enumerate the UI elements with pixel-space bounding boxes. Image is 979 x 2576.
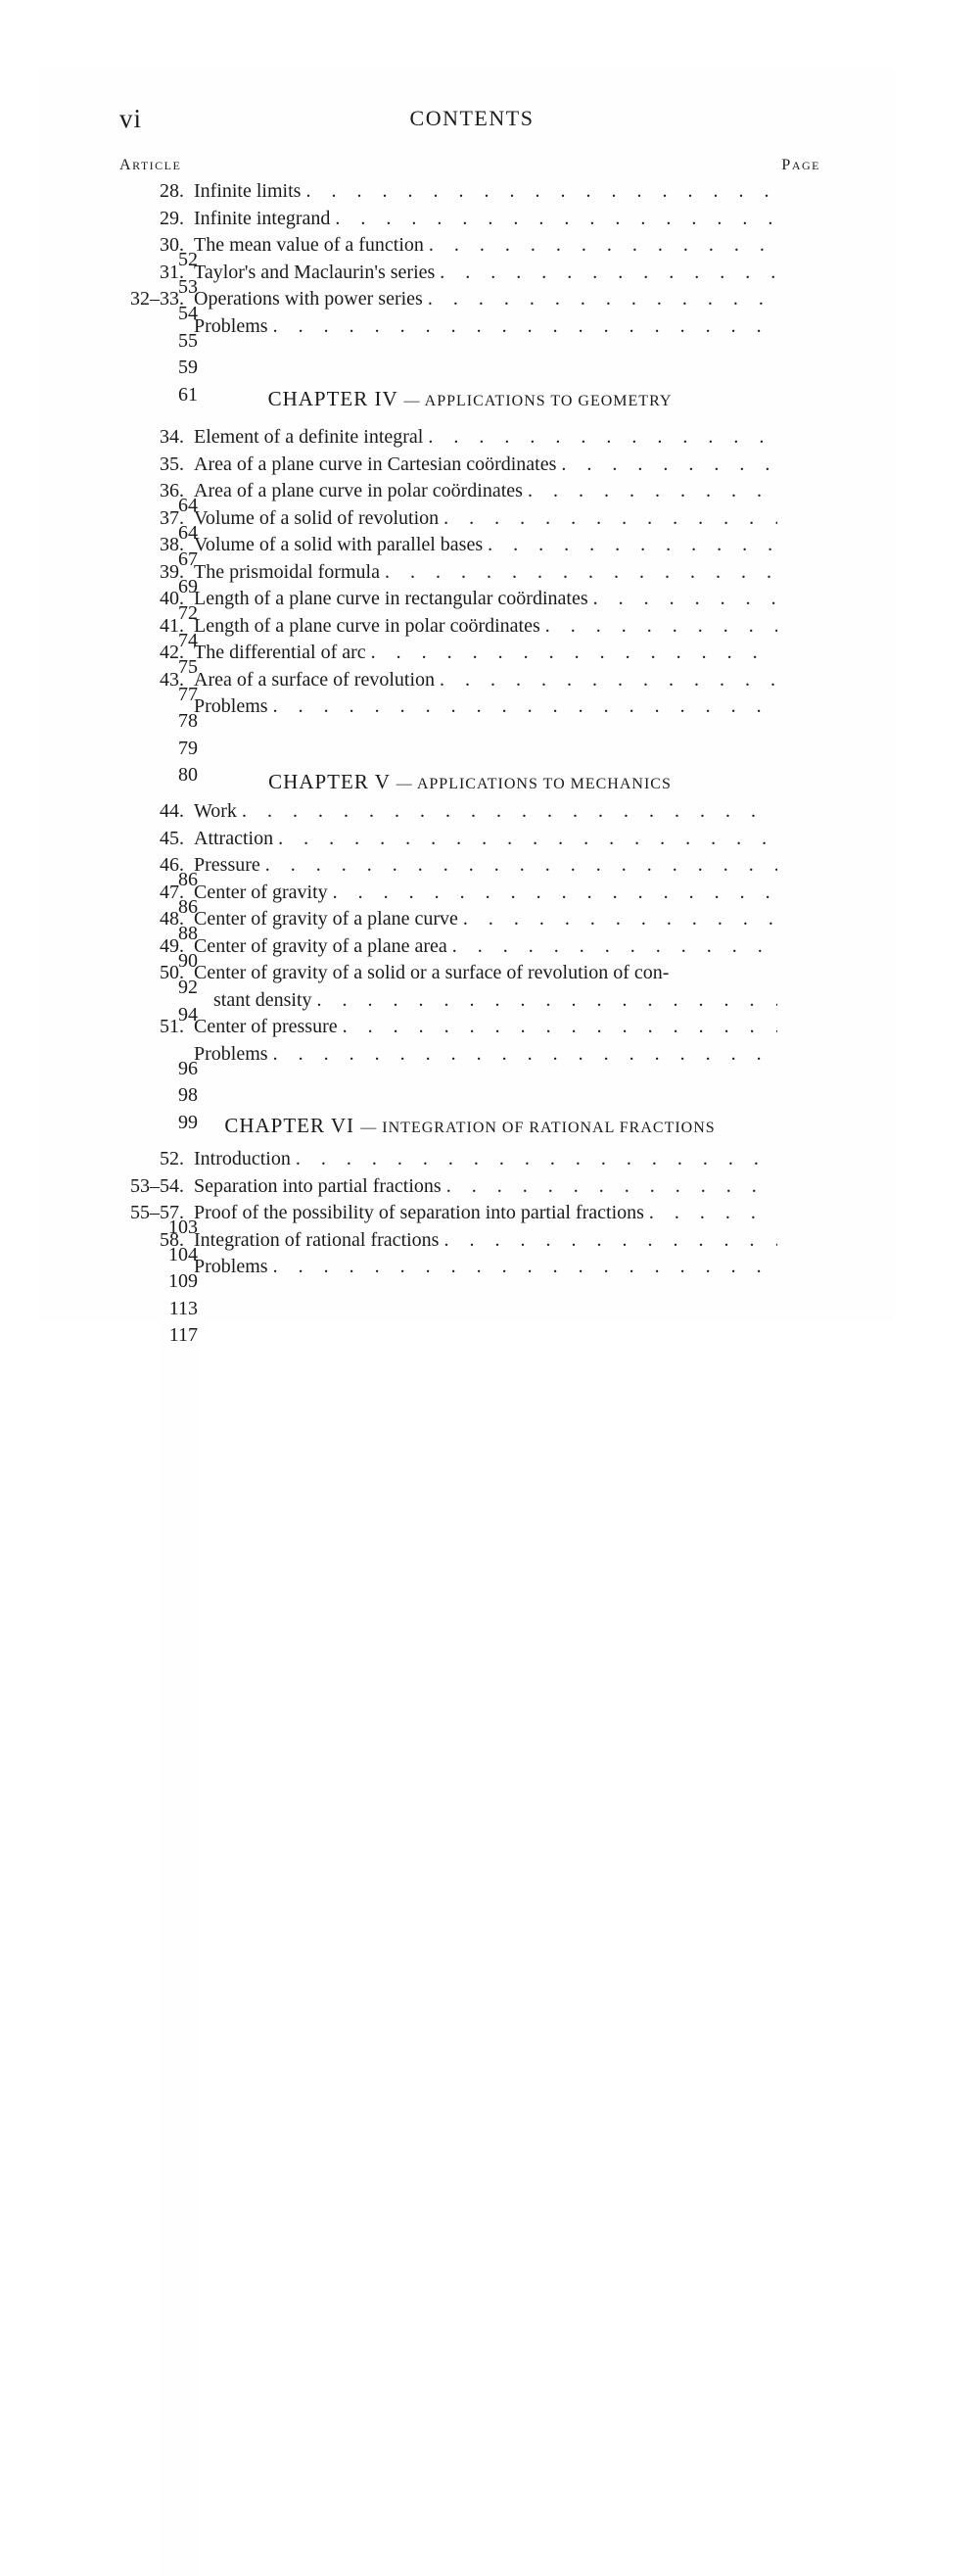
chapter-heading: [119, 387, 820, 411]
entry-title: Operations with power series . . .: [194, 286, 777, 313]
chapter-subtitle: — APPLICATIONS TO GEOMETRY: [403, 393, 673, 409]
page-reference: 69: [159, 574, 198, 1828]
page-reference: 77: [159, 682, 198, 1935]
page-reference: 109: [159, 1268, 198, 2522]
entry-title: Problems . . .: [194, 1041, 777, 1069]
entry-title: Element of a definite integral . . .: [194, 424, 777, 452]
entry-title: Infinite integrand . . .: [194, 206, 777, 233]
page-reference: 72: [159, 600, 198, 1854]
page-reference: 94: [159, 1002, 198, 2256]
entry-title: Problems . . .: [194, 1254, 777, 1281]
toc-section: [119, 1146, 820, 1346]
page-reference: 86: [159, 867, 198, 2121]
entry-title: Volume of a solid of revolution . . .: [194, 505, 777, 533]
entry-title: Problems . . .: [194, 693, 777, 721]
entry-title: stant density . . .: [213, 987, 777, 1015]
page-reference: 113: [159, 1296, 198, 2550]
page-reference: 64: [159, 493, 198, 1746]
entry-title: Length of a plane curve in rectangular coördinates . . .: [194, 586, 777, 613]
entry-title: Problems . . .: [194, 313, 777, 341]
article-number: 39.: [160, 560, 184, 583]
page-reference: 92: [159, 975, 198, 2228]
entry-title: Pressure . . .: [194, 852, 777, 880]
page-header: [119, 104, 824, 137]
article-number: 49.: [160, 934, 184, 957]
running-title: CONTENTS: [409, 106, 535, 130]
page-reference: 52: [159, 247, 198, 1501]
page-reference: 67: [159, 547, 198, 1800]
page-reference: 61: [159, 382, 198, 1636]
page-reference: 98: [159, 1082, 198, 2336]
entry-title: Center of gravity of a solid or a surface of revolution of con-: [194, 962, 670, 983]
entry-title: Volume of a solid with parallel bases . . .: [194, 532, 777, 559]
entry-title: Integration of rational fractions . . .: [194, 1227, 777, 1255]
article-number: 47.: [160, 881, 184, 903]
article-number: 45.: [160, 827, 184, 849]
article-number: 32–33.: [130, 288, 184, 310]
entry-title: Introduction . . .: [194, 1146, 777, 1173]
entry-title: Area of a plane curve in polar coördinates . . .: [194, 478, 777, 505]
toc-entry: [119, 960, 820, 987]
article-number: 31.: [160, 261, 184, 283]
chapter-heading: [119, 770, 820, 794]
article-number: 50.: [160, 962, 184, 983]
page-reference: 117: [159, 1322, 198, 2576]
chapter-label: CHAPTER V: [268, 770, 396, 793]
page-reference: 86: [159, 894, 198, 2148]
page-reference: 96: [159, 1056, 198, 2310]
article-number: 46.: [160, 854, 184, 876]
entry-title: Area of a plane curve in Cartesian coördinates . . .: [194, 452, 777, 479]
page-reference: 75: [159, 654, 198, 1908]
article-number: 38.: [160, 534, 184, 555]
page-reference: 55: [159, 328, 198, 1582]
page-reference: 64: [159, 520, 198, 1774]
entry-title: Separation into partial fractions . . .: [194, 1173, 777, 1201]
entry-title: Attraction . . .: [194, 826, 777, 853]
page-reference: 79: [159, 736, 198, 1989]
entry-title: Length of a plane curve in polar coördinates . . .: [194, 613, 777, 641]
entry-title: Area of a surface of revolution . . .: [194, 667, 777, 694]
page-reference: 80: [159, 762, 198, 2016]
entry-title: The mean value of a function . . .: [194, 232, 777, 260]
entry-title: The prismoidal formula . . .: [194, 559, 777, 587]
entry-title: Center of pressure . . .: [194, 1014, 777, 1041]
entry-title: Taylor's and Maclaurin's series . . .: [194, 260, 777, 287]
article-number: 28.: [160, 180, 184, 202]
article-number: 40.: [160, 588, 184, 609]
page-reference: 53: [159, 274, 198, 1528]
article-number: 48.: [160, 908, 184, 930]
page-reference: 54: [159, 301, 198, 1554]
article-number: 36.: [160, 480, 184, 501]
article-column-heading: ARTICLE: [119, 157, 182, 173]
page-column-heading: PAGE: [781, 157, 820, 173]
chapter-label: CHAPTER IV: [267, 387, 404, 410]
chapter-subtitle: — INTEGRATION OF RATIONAL FRACTIONS: [360, 1120, 716, 1136]
article-number: 41.: [160, 614, 184, 637]
page-reference: 88: [159, 921, 198, 2174]
entry-title: Center of gravity of a plane area . . .: [194, 933, 777, 961]
entry-title: Infinite limits . . .: [194, 178, 777, 206]
page-reference: 104: [159, 1242, 198, 2496]
entry-title: Work . . .: [194, 798, 777, 826]
chapter-subtitle: — APPLICATIONS TO MECHANICS: [396, 776, 672, 792]
page-number: vi: [119, 104, 143, 133]
article-number: 53–54.: [130, 1174, 184, 1197]
page-reference: 90: [159, 948, 198, 2202]
chapter-label: CHAPTER VI: [224, 1114, 361, 1137]
article-number: 30.: [160, 234, 184, 256]
page-reference: 74: [159, 628, 198, 1882]
page-reference: 78: [159, 708, 198, 1962]
article-number: 51.: [160, 1016, 184, 1037]
article-number: 42.: [160, 642, 184, 663]
column-headings: [119, 157, 820, 176]
entry-title: Center of gravity . . .: [194, 880, 777, 907]
page-reference: 99: [159, 1110, 198, 2363]
article-number: 34.: [160, 426, 184, 448]
article-number: 29.: [160, 207, 184, 229]
entry-title: Proof of the possibility of separation into partial fractions . . .: [194, 1200, 777, 1227]
article-number: 44.: [160, 800, 184, 822]
article-number: 35.: [160, 453, 184, 475]
article-number: 52.: [160, 1148, 184, 1169]
page-reference: 59: [159, 355, 198, 1608]
article-number: 43.: [160, 668, 184, 691]
article-number: 58.: [160, 1228, 184, 1251]
chapter-heading: [119, 1114, 820, 1138]
entry-title: Center of gravity of a plane curve . . .: [194, 906, 777, 933]
page-reference: 103: [159, 1215, 198, 2468]
entry-title: The differential of arc . . .: [194, 640, 777, 667]
article-number: 37.: [160, 506, 184, 529]
article-number: 55–57.: [130, 1202, 184, 1223]
